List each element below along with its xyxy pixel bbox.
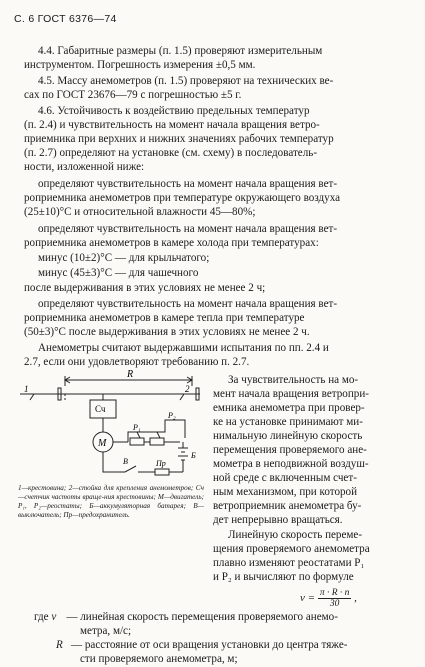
- legend-v-text: — линейная скорость перемещения проверяемого анемо-: [66, 611, 338, 623]
- pb-line4: минус (45±3)°С — для чашечного: [38, 267, 199, 279]
- diagram-label-motor: М: [98, 438, 107, 449]
- right-line10: ветроприемник анемометра бу-: [213, 500, 362, 512]
- right-line2: мент начала вращения ветропри-: [213, 388, 369, 400]
- pb-line5: после выдерживания в этих условиях не менее 2 ч;: [24, 282, 266, 294]
- pa-line1: определяют чувствительность на момент начала вращения вет-: [38, 178, 338, 190]
- right-line5: нимальную линейную скорость: [213, 430, 363, 442]
- pb-line3: минус (10±2)°С — для крыльчатого;: [38, 252, 210, 264]
- pd-line1: Анемометры считают выдержавшими испытания по пп. 2.4 и: [38, 342, 329, 354]
- p46-line1: 4.6. Устойчивость к воздействию предельных температур: [38, 105, 310, 117]
- legend-v-symbol: v: [51, 611, 57, 623]
- p44-line2: инструментом. Погрешность измерения ±0,5 мм.: [24, 59, 256, 71]
- legend-where: где: [34, 611, 49, 623]
- right-line4: ке на установке принимают ми-: [213, 416, 363, 428]
- diagram-label-switch: В: [123, 457, 128, 466]
- pa-line2: роприемника анемометров при температуре окружающего воздуха: [24, 192, 341, 204]
- right-line11: дет непрерывно вращаться.: [213, 514, 343, 526]
- pb-line1: определяют чувствительность на момент начала вращения вет-: [38, 223, 338, 235]
- legend-R: [56, 638, 347, 653]
- p45-line2: сах по ГОСТ 23676—79 с погрешностью ±5 г.: [24, 89, 242, 101]
- formula: [300, 588, 357, 609]
- p46-line3: приемника при верхних и нижних значениях рабочих температур: [24, 133, 334, 145]
- legend-R-symbol: R: [56, 639, 63, 651]
- pc-line2: роприемника анемометров в камере тепла при температуре: [24, 312, 305, 324]
- legend-R-cont: сти проверяемого анемометра, м;: [80, 653, 238, 665]
- diagram-caption: 1—крестовина; 2—стойка для крепления анемометров; Сч—счетчик частоты враще-ния крестовины; М—двигатель; P₁, P₂—реостаты; Б—аккумуляторная батарея; В—выключатель; Пр—предохранитель.: [18, 484, 204, 519]
- pc-line3: (50±3)°С после выдерживания в этих условиях не менее 2 ч.: [24, 326, 310, 338]
- legend-v-cont: метра, м/с;: [80, 625, 132, 637]
- right-line1: За чувствительность на мо-: [228, 374, 359, 386]
- p46-line2: (п. 2.4) и чувствительность на момент начала вращения ветро-: [24, 119, 320, 131]
- right-line8: ной среде с включенным счет-: [213, 472, 357, 484]
- diagram-label-R: R: [127, 369, 134, 380]
- right-line12: Линейную скорость переме-: [228, 529, 363, 541]
- legend-v: [34, 610, 338, 625]
- pa-line3: (25±10)°С и относительной влажности 45—80%;: [24, 206, 256, 218]
- diagram-label-P2: P₂: [168, 411, 176, 420]
- right-line15: и P₂ и вычисляют по формуле: [213, 571, 354, 583]
- right-line13: щения проверяемого анемометра: [213, 543, 370, 555]
- pb-line2: роприемника анемометров в камере холода при температурах:: [24, 237, 319, 249]
- right-line7: мометра в неподвижной воздуш-: [213, 458, 369, 470]
- diagram-label-counter: Сч: [95, 404, 106, 414]
- diagram-label-P1: P₁: [133, 423, 141, 432]
- p45-line1: 4.5. Массу анемометров (п. 1.5) проверяют на технических ве-: [38, 75, 334, 87]
- formula-lhs: v =: [300, 592, 316, 605]
- pc-line1: определяют чувствительность на момент начала вращения вет-: [38, 298, 338, 310]
- p46-line5: ности, изложенной ниже:: [24, 161, 145, 173]
- p46-line4: (п. 2.7) определяют на установке (см. схему) в последователь-: [24, 147, 318, 159]
- right-line3: емника анемометра при провер-: [213, 402, 365, 414]
- diagram-label-battery: Б: [191, 451, 196, 460]
- legend-R-text: — расстояние от оси вращения установки до центра тяже-: [71, 639, 348, 651]
- diagram-label-1: 1: [24, 384, 29, 394]
- formula-numerator: π · R · n: [319, 588, 350, 598]
- right-line9: ным механизмом, при которой: [213, 486, 358, 498]
- diagram-label-fuse: Пр: [156, 459, 166, 468]
- pd-line2: 2.7, если они удовлетворяют требованию п. 2.7.: [24, 356, 250, 368]
- formula-denominator: 30: [329, 599, 340, 609]
- formula-tail: ,: [354, 592, 357, 605]
- p44-line1: 4.4. Габаритные размеры (п. 1.5) проверяют измерительным: [38, 45, 323, 57]
- right-line6: перемещения проверяемого ане-: [213, 444, 367, 456]
- right-line14: плавно изменяют реостатами P₁: [213, 557, 365, 569]
- diagram-label-2: 2: [185, 384, 190, 394]
- formula-fraction: [318, 588, 352, 609]
- page-header: С. 6 ГОСТ 6376—74: [14, 13, 117, 25]
